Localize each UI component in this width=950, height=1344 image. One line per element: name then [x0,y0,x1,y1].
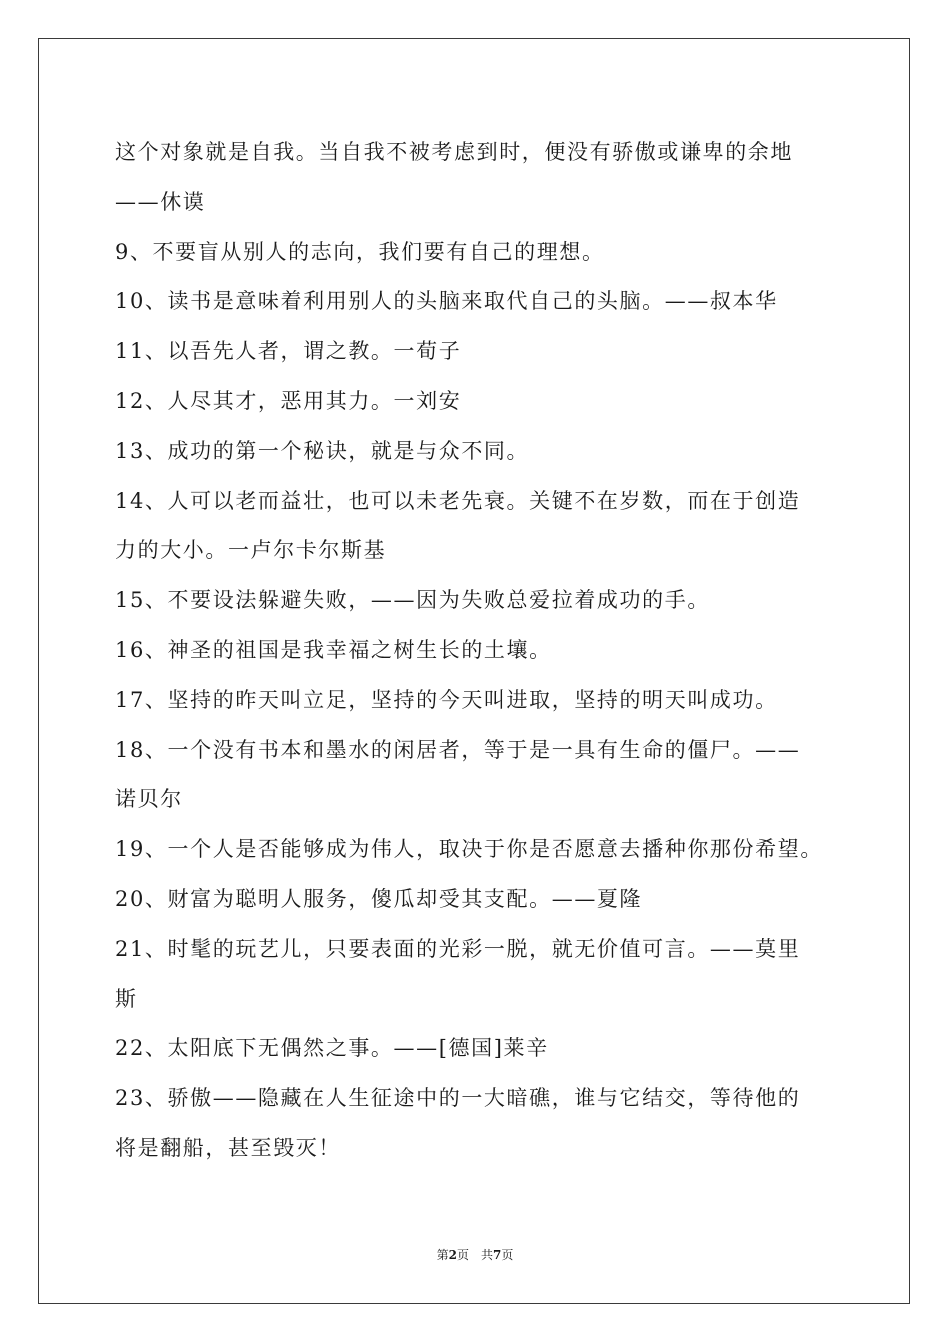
text-line: 16、神圣的祖国是我幸福之树生长的土壤。 [115,637,552,662]
text-line: 15、不要设法躲避失败，——因为失败总爱拉着成功的手。 [115,588,710,613]
text-line: 诺贝尔 [115,787,183,812]
page-suffix: 页 [456,1248,469,1262]
text-line: 17、坚持的昨天叫立足，坚持的今天叫进取，坚持的明天叫成功。 [115,687,778,712]
current-page-number: 2 [448,1248,457,1262]
page-prefix: 第 [436,1248,449,1262]
text-line: 19、一个人是否能够成为伟人，取决于你是否愿意去播种你那份希望。 [115,837,823,862]
text-line: 20、财富为聪明人服务，傻瓜却受其支配。——夏隆 [115,886,643,911]
text-line: 14、人可以老而益壮，也可以未老先衰。关键不在岁数，而在于创造 [115,488,801,513]
total-page-count: 7 [493,1248,502,1262]
text-line: 斯 [115,986,138,1011]
total-suffix: 页 [501,1248,514,1262]
text-line: ——休谟 [115,189,206,214]
text-line: 23、骄傲——隐藏在人生征途中的一大暗礁，谁与它结交，等待他的 [115,1086,801,1111]
text-line: 22、太阳底下无偶然之事。——[德国]莱辛 [115,1036,549,1061]
text-line: 18、一个没有书本和墨水的闲居者，等于是一具有生命的僵尸。—— [115,737,801,762]
text-line: 力的大小。一卢尔卡尔斯基 [115,538,387,563]
total-prefix: 共 [481,1248,494,1262]
text-line: 10、读书是意味着利用别人的头脑来取代自己的头脑。——叔本华 [115,289,778,314]
text-line: 12、人尽其才，恶用其力。一刘安 [115,388,462,413]
page-footer [0,1246,950,1263]
text-line: 9、不要盲从别人的志向，我们要有自己的理想。 [115,239,605,264]
text-line: 这个对象就是自我。当自我不被考虑到时，便没有骄傲或谦卑的余地 [115,140,793,164]
text-line: 21、时髦的玩艺儿，只要表面的光彩一脱，就无价值可言。——莫里 [115,936,801,961]
document-body [115,128,845,1174]
text-line: 将是翻船，甚至毁灭！ [115,1135,341,1160]
text-line: 13、成功的第一个秘诀，就是与众不同。 [115,438,530,463]
text-line: 11、以吾先人者，谓之教。一荀子 [115,339,462,364]
